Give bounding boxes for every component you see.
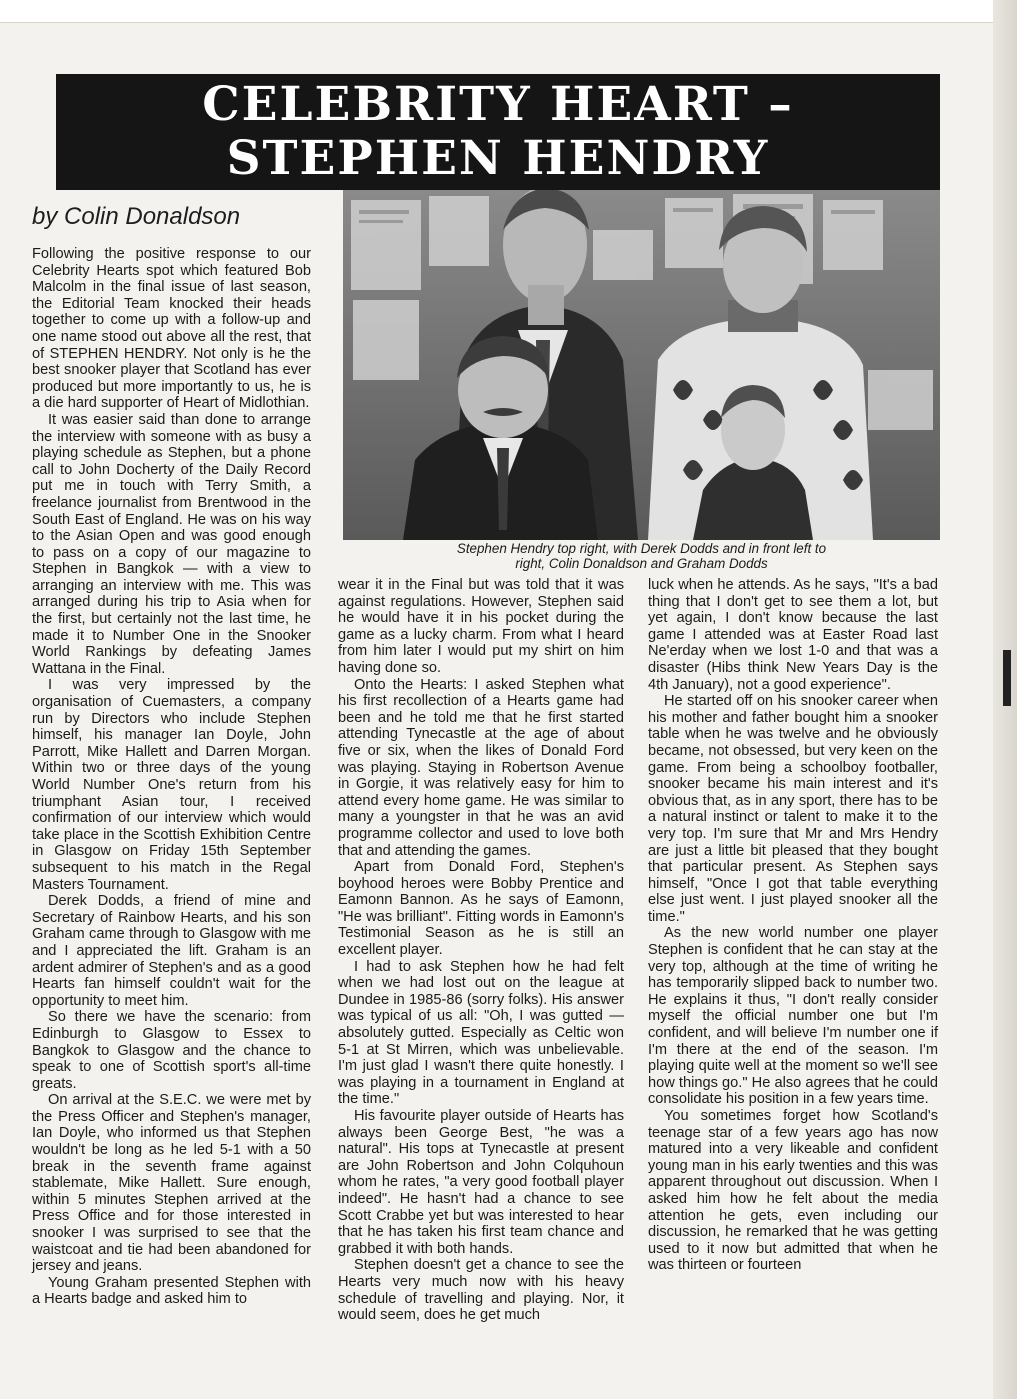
paragraph: Stephen doesn't get a chance to see the Hearts very much now with his heavy schedule of travelling and playing. Nor, it would seem, does he get much: [338, 1257, 624, 1324]
paragraph: His favourite player outside of Hearts has always been George Best, "he was a natural". His tops at Tynecastle at present are John Robertson and John Colquhoun whom he rates, "a very good football player indeed". He hasn't had a chance to see Scott Crabbe yet but was interested to hear that he has taken his first team chance and grabbed it with both hands.: [338, 1108, 624, 1257]
title-line-2: STEPHEN HENDRY: [226, 131, 770, 186]
paragraph: He started off on his snooker career when his mother and father bought him a snooker table when he was twelve and he obviously became, not obsessed, but very keen on the game. From being a schoolboy footballer, snooker became his main interest and it's obvious that, as in any sport, there has to be a natural instinct or talent to make it to the very top. I'm sure that Mr and Mrs Hendry are just a little bit pleased that they bought that particular present. As Stephen says himself, "Once I got that table everything else just went. I just played snooker all the time.": [648, 693, 938, 925]
edge-marker: [1003, 650, 1011, 706]
caption-line-2: right, Colin Donaldson and Graham Dodds: [515, 556, 768, 571]
photo-caption: [343, 541, 940, 571]
paragraph: You sometimes forget how Scotland's teenage star of a few years ago has now matured into a very likeable and confident young man in his early twenties and this was apparent throughout out discussion. When I asked him how he felt about the media attention he gets, even including our discussion, he remarked that he was getting used to it now but admitted that when he was thirteen or fourteen: [648, 1108, 938, 1274]
article-column-1: [32, 246, 311, 1308]
title-banner: [56, 74, 940, 190]
paragraph: Apart from Donald Ford, Stephen's boyhood heroes were Bobby Prentice and Eamonn Bannon. As he says of Eamonn, "He was brilliant". Fitting words in Eamonn's Testimonial Season as he is still an excellent player.: [338, 859, 624, 959]
title-line-1: CELEBRITY HEART –: [202, 77, 794, 132]
paragraph: Onto the Hearts: I asked Stephen what his first recollection of a Hearts game had been and he told me that he first started attending Tynecastle at the age of about five or six, when the likes of Donald Ford was playing. Staying in Robertson Avenue in Gorgie, it was relatively easy for him to attend every home game. He was similar to many a youngster in that he was an avid programme collector and used to love both that and attending the games.: [338, 676, 624, 859]
paragraph: Derek Dodds, a friend of mine and Secretary of Rainbow Hearts, and his son Graham came through to Glasgow with me and I appreciated the lift. Graham is an ardent admirer of Stephen's and as a good Hearts fan himself couldn't wait for the opportunity to meet him.: [32, 893, 311, 1009]
scan-top-edge: [0, 0, 1017, 23]
paragraph: I had to ask Stephen how he had felt when we had lost out on the league at Dundee in 1985-86 (sorry folks). His answer was typical of us all: "Oh, I was gutted — absolutely gutted. Especially as Celtic won 5-1 at St Mirren, which was unbelievable. I'm just glad I wasn't there quite honestly. I was playing in a tournament in England at the time.": [338, 958, 624, 1108]
paragraph: wear it in the Final but was told that it was against regulations. However, Stephen said he would have it in his pocket during the game as a lucky charm. From what I heard from him later I would put my shirt on him having done so.: [338, 577, 624, 676]
caption-line-1: Stephen Hendry top right, with Derek Dodds and in front left to: [456, 541, 827, 556]
article-column-2: [338, 577, 624, 1324]
paragraph: On arrival at the S.E.C. we were met by the Press Officer and Stephen's manager, Ian Doyle, who informed us that Stephen wouldn't be long as he led 5-1 with a 50 break in the seventh frame against stablemate, Mike Hallett. Sure enough, within 5 minutes Stephen arrived at the Press Office and for those interested in snooker I was surprised to see that the waistcoat and tie had been abandoned for jersey and jeans.: [32, 1092, 311, 1275]
article-column-3: [648, 577, 938, 1274]
paragraph: As the new world number one player Stephen is confident that he can stay at the very top, although at the time of writing he has temporarily slipped back to number two. He explains it thus, "I don't really consider myself the official number one but I'm confident, and will believe I'm number one if I'm there at the end of the season. I'm playing quite well at the moment so we'll see how things go." He also agrees that he could consolidate his position in a few years time.: [648, 925, 938, 1108]
scan-right-edge: [993, 0, 1017, 1399]
paragraph: Young Graham presented Stephen with a Hearts badge and asked him to: [32, 1274, 311, 1308]
paragraph: It was easier said than done to arrange the interview with someone with as busy a playing schedule as Stephen, but a phone call to John Docherty of the Daily Record put me in touch with Terry Smith, a freelance journalist from Brentwood in the South East of England. He was on his way to the Asian Open and was good enough to pass on a copy of our magazine to Stephen in Bangkok — with a view to arranging an interview with me. This was arranged during his trip to Asia when for the first, but certainly not the last time, he made it to Number One in the Snooker World Rankings by defeating James Wattana in the Final.: [32, 411, 311, 677]
paragraph: I was very impressed by the organisation of Cuemasters, a company run by Directors who include Stephen himself, his manager Ian Doyle, John Parrott, Mike Hallett and Darren Morgan. Within two or three days of the young World Number One's return from his triumphant Asian tour, I received confirmation of our interview which would take place in the Scottish Exhibition Centre in Glasgow on Friday 15th September subsequent to his match in the Regal Masters Tournament.: [32, 677, 311, 893]
byline: by Colin Donaldson: [32, 203, 241, 230]
paragraph: So there we have the scenario: from Edinburgh to Glasgow to Essex to Bangkok to Glasgow and the chance to speak to one of Scottish sport's all-time greats.: [32, 1009, 311, 1092]
group-photo: [343, 190, 940, 540]
paragraph: luck when he attends. As he says, "It's a bad thing that I don't get to see them a lot, but yet again, I don't know because the last game I attended was at Easter Road last Ne'erday when we lost 1-0 and that was a disaster (Hibs think New Years Day is the 4th January), not a good experience".: [648, 577, 938, 693]
paragraph: Following the positive response to our Celebrity Hearts spot which featured Bob Malcolm in the final issue of last season, the Editorial Team knocked their heads together to come up with a follow-up and one name stood out above all the rest, that of STEPHEN HENDRY. Not only is he the best snooker player that Scotland has ever produced but more importantly to us, he is a die hard supporter of Heart of Midlothian.: [32, 246, 311, 412]
photo-illustration: [343, 190, 940, 540]
